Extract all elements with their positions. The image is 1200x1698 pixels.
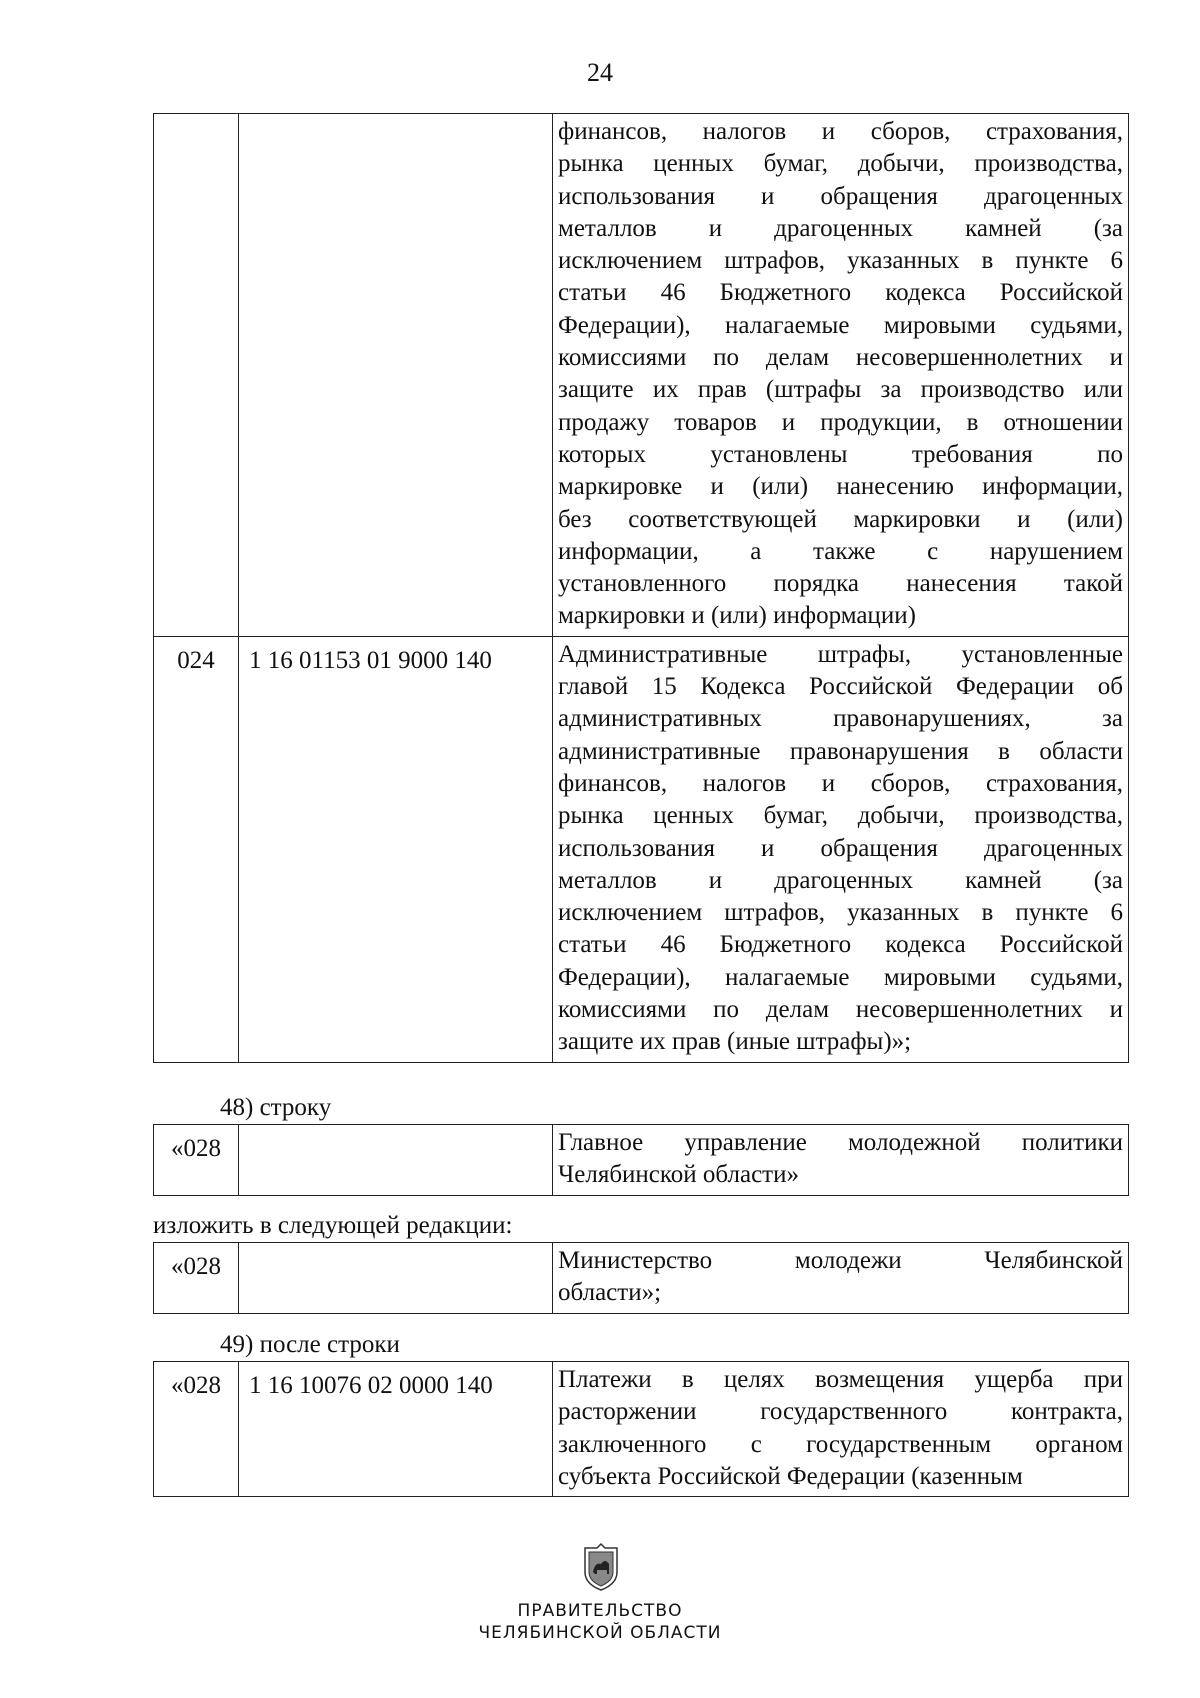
- description-line: использования и обращения драгоценных: [558, 834, 1123, 862]
- page-number: 24: [587, 58, 613, 87]
- admin-code-cell: «028: [154, 1125, 239, 1196]
- kbk-code-cell: [239, 1125, 553, 1196]
- description-line: исключением штрафов, указанных в пункте 6: [558, 899, 1123, 927]
- description-cell: [553, 114, 1129, 637]
- description-line: Министерство молодежи Челябинской: [558, 1247, 1123, 1274]
- admin-code-cell: 024: [154, 636, 239, 1062]
- description-line: информации, а также с нарушением: [558, 537, 1123, 565]
- description-line: статьи 46 Бюджетного кодекса Российской: [558, 279, 1123, 307]
- admin-code-cell: «028: [154, 1362, 239, 1497]
- after-row-table: [153, 1361, 1129, 1497]
- description-line: главой 15 Кодекса Российской Федерации об: [558, 673, 1123, 701]
- description-line: Челябинской области»: [558, 1161, 799, 1189]
- description-line: субъекта Российской Федерации (казенным: [558, 1462, 1023, 1490]
- description-cell: [553, 1362, 1129, 1497]
- description-line: маркировки и (или) информации): [558, 602, 916, 630]
- table-row: [154, 1243, 1129, 1314]
- description-line: установленного порядка нанесения такой: [558, 570, 1123, 598]
- admin-code-cell: [154, 114, 239, 637]
- kbk-code-cell: [239, 114, 553, 637]
- description-line: комиссиями по делам несовершеннолетних и: [558, 344, 1123, 372]
- table-row: [154, 636, 1129, 1062]
- description-line: области»;: [558, 1279, 662, 1307]
- description-line: финансов, налогов и сборов, страхования,: [558, 769, 1123, 797]
- coat-of-arms-icon: [581, 1542, 621, 1592]
- description-line: Главное управление молодежной политики: [558, 1129, 1123, 1156]
- stamp-line-2: ЧЕЛЯБИНСКОЙ ОБЛАСТИ: [478, 1623, 722, 1643]
- table-row: [154, 114, 1129, 637]
- description-line: Административные штрафы, установленные: [558, 640, 1123, 668]
- description-line: защите их прав (штрафы за производство или: [558, 376, 1123, 404]
- budget-codes-table: [153, 113, 1129, 1063]
- description-line: рынка ценных бумаг, добычи, производства,: [558, 802, 1123, 830]
- kbk-code-cell: [239, 1243, 553, 1314]
- description-cell: [553, 636, 1129, 1062]
- description-cell: [553, 1125, 1129, 1196]
- item-48-note: 48) строку: [220, 1094, 332, 1121]
- kbk-code-cell: 1 16 10076 02 0000 140: [239, 1362, 553, 1497]
- description-cell: [553, 1243, 1129, 1314]
- description-line: которых установлены требования по: [558, 440, 1123, 468]
- government-stamp: [0, 1600, 1200, 1644]
- edit-instruction-note: изложить в следующей редакции:: [153, 1212, 513, 1239]
- description-line: металлов и драгоценных камней (за: [558, 214, 1123, 242]
- old-row-table: [153, 1124, 1129, 1196]
- description-line: статьи 46 Бюджетного кодекса Российской: [558, 931, 1123, 959]
- description-line: административных правонарушениях, за: [558, 705, 1123, 733]
- new-row-table: [153, 1242, 1129, 1314]
- description-line: заключенного с государственным органом: [558, 1430, 1123, 1458]
- description-line: исключением штрафов, указанных в пункте 6: [558, 247, 1123, 275]
- description-line: защите их прав (иные штрафы)»;: [558, 1028, 912, 1056]
- description-line: продажу товаров и продукции, в отношении: [558, 408, 1123, 436]
- description-line: рынка ценных бумаг, добычи, производства,: [558, 150, 1123, 178]
- description-line: без соответствующей маркировки и (или): [558, 505, 1123, 533]
- description-line: использования и обращения драгоценных: [558, 182, 1123, 210]
- description-line: расторжении государственного контракта,: [558, 1398, 1123, 1426]
- item-49-note: 49) после строки: [220, 1331, 400, 1358]
- table-row: [154, 1125, 1129, 1196]
- admin-code-cell: «028: [154, 1243, 239, 1314]
- description-line: финансов, налогов и сборов, страхования,: [558, 118, 1123, 145]
- description-line: Федерации), налагаемые мировыми судьями,: [558, 963, 1123, 991]
- description-line: Федерации), налагаемые мировыми судьями,: [558, 311, 1123, 339]
- description-line: комиссиями по делам несовершеннолетних и: [558, 996, 1123, 1024]
- table-row: [154, 1362, 1129, 1497]
- description-line: металлов и драгоценных камней (за: [558, 866, 1123, 894]
- description-line: административные правонарушения в области: [558, 737, 1123, 765]
- kbk-code-cell: 1 16 01153 01 9000 140: [239, 636, 553, 1062]
- description-line: маркировке и (или) нанесению информации,: [558, 473, 1123, 501]
- description-line: Платежи в целях возмещения ущерба при: [558, 1366, 1123, 1393]
- stamp-line-1: ПРАВИТЕЛЬСТВО: [517, 1601, 683, 1621]
